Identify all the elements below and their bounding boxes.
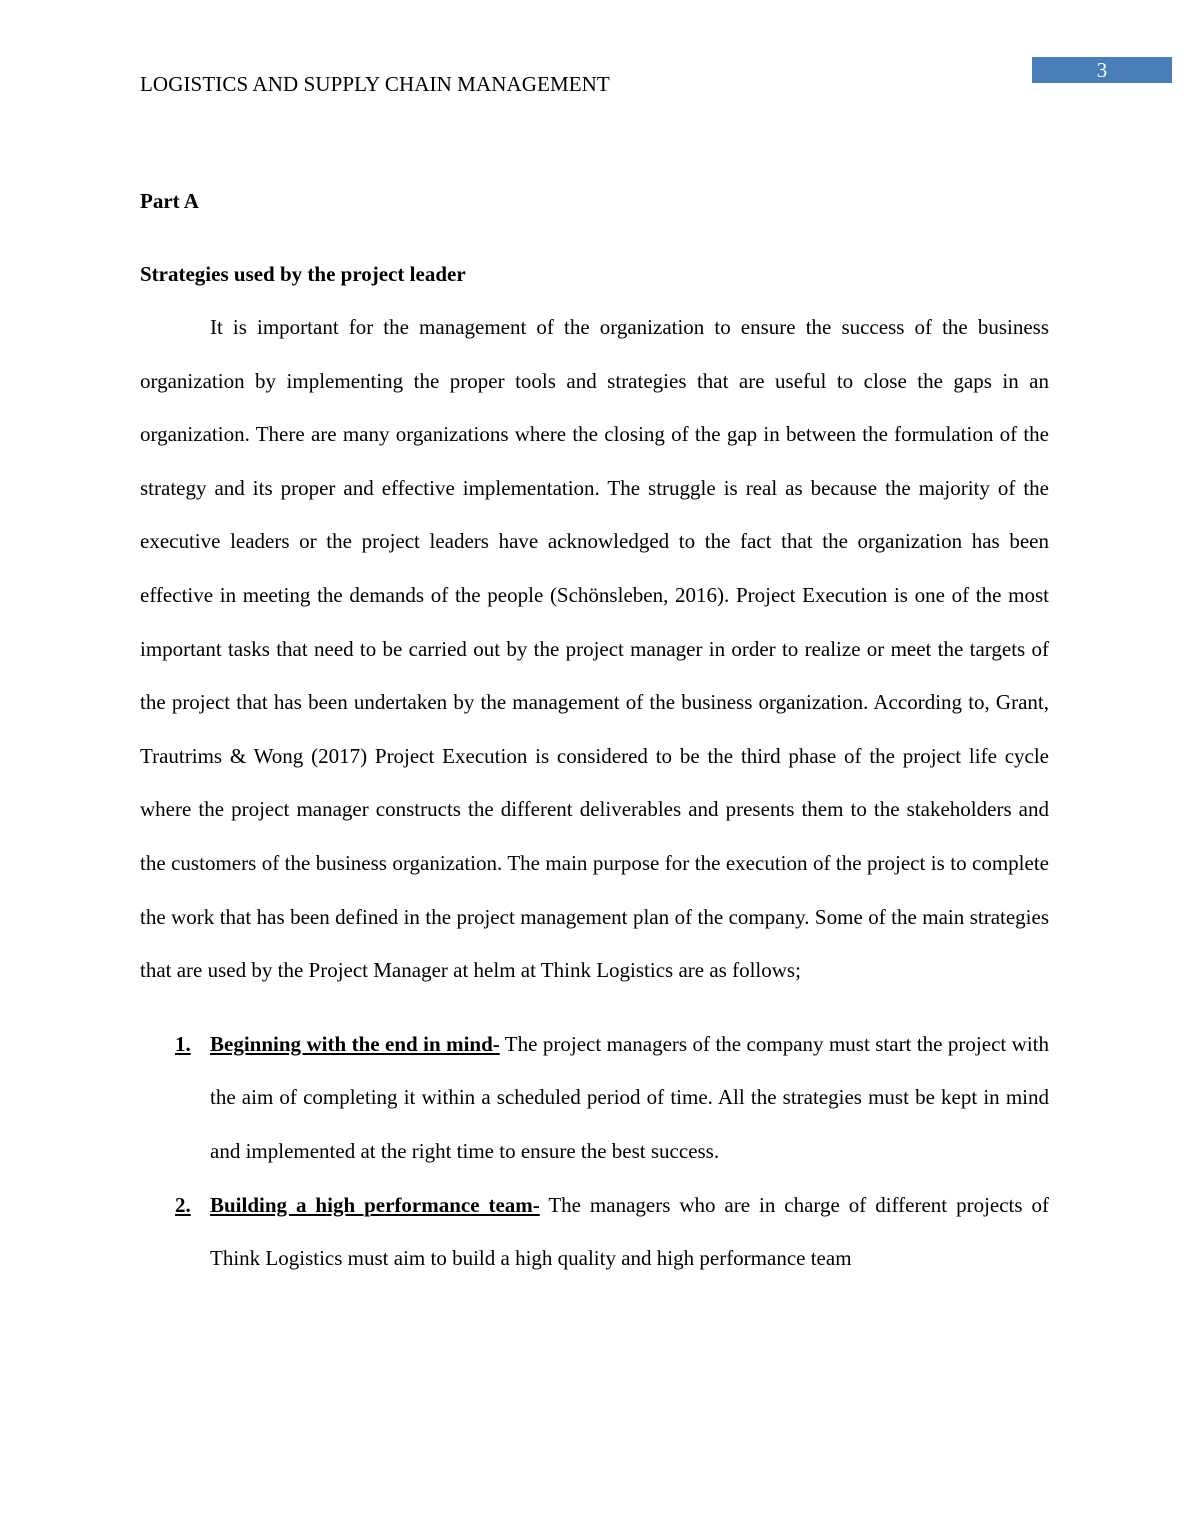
body-paragraph: It is important for the management of the organization to ensure the success of the business organization by implementing the proper tools and strategies that are useful to close the gaps in an organization. There are many organizations where the closing of the gap in between the formulation of the strategy and its proper and effective implementation. The struggle is real as because the majority of the executive leaders or the project leaders have acknowledged to the fact that the organization has been effective in meeting the demands of the people (Schönsleben, 2016). Project Execution is one of the most important tasks that need to be carried out by the project manager in order to realize or meet the targets of the project that has been undertaken by the management of the business organization. According to, Grant, Trautrims & Wong (2017) Project Execution is considered to be the third phase of the project life cycle where the project manager constructs the different deliverables and presents them to the stakeholders and the customers of the business organization. The main purpose for the execution of the project is to complete the work that has been defined in the project management plan of the company. Some of the main strategies that are used by the Project Manager at helm at Think Logistics are as follows; (140, 315, 1049, 983)
strategy-item (140, 1179, 1049, 1286)
document-body (140, 186, 1049, 1286)
strategy-number: 1. (175, 1031, 191, 1056)
strategy-text: The managers who are in charge of different projects of Think Logistics must aim to build a high quality and high performance team (210, 1192, 1049, 1271)
page-number: 3 (1032, 57, 1172, 83)
strategy-number: 2. (175, 1192, 191, 1217)
strategy-title: Building a high performance team- (210, 1192, 540, 1217)
strategy-title: Beginning with the end in mind- (210, 1031, 500, 1056)
part-heading: Part A (140, 189, 199, 213)
strategy-text: The project managers of the company must start the project with the aim of completing it within a scheduled period of time. All the strategies must be kept in mind and implemented at the right time to ensure the best success. (210, 1031, 1049, 1163)
strategy-item (140, 1018, 1049, 1179)
running-head: LOGISTICS AND SUPPLY CHAIN MANAGEMENT (140, 72, 610, 96)
section-heading: Strategies used by the project leader (140, 262, 466, 286)
strategy-list (140, 1018, 1049, 1286)
